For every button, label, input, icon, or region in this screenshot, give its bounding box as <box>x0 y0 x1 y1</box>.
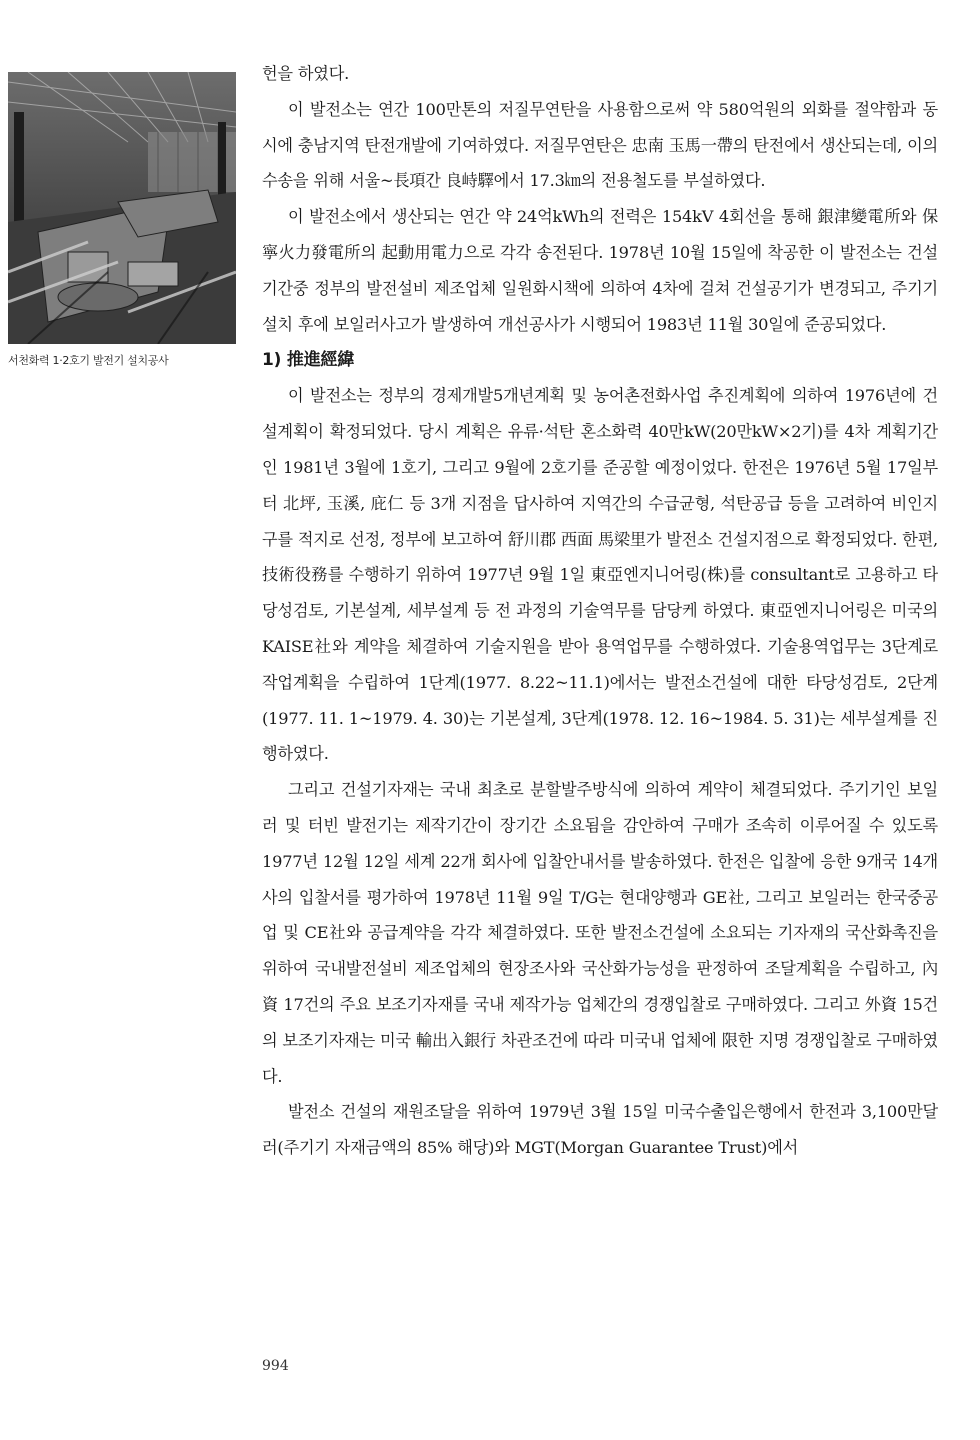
generator-installation-image <box>8 72 236 344</box>
body-text <box>262 56 938 1166</box>
photo-caption: 서천화력 1·2호기 발전기 설치공사 <box>8 354 169 367</box>
paragraph: 발전소 건설의 재원조달을 위하여 1979년 3월 15일 미국수출입은행에서 한전과 3,100만달러(주기기 자재금액의 85% 해당)와 MGT(Morgan Guarantee Trust)에서 <box>262 1102 938 1158</box>
page-number: 994 <box>262 1358 289 1374</box>
paragraph: 이 발전소는 연간 100만톤의 저질무연탄을 사용함으로써 약 580억원의 외화를 절약함과 동시에 충남지역 탄전개발에 기여하였다. 저질무연탄은 忠南 玉馬一帶의 탄전에서 생산되는데, 이의 수송을 위해 서울~長項간 良峙驛에서 17.3㎞의 전용철도를 부설하였다. <box>262 99 938 191</box>
section-heading: 1) 推進經緯 <box>262 350 355 371</box>
paragraph: 헌을 하였다. <box>262 64 350 83</box>
paragraph: 이 발전소는 정부의 경제개발5개년계획 및 농어촌전화사업 추진계획에 의하여 1976년에 건설계획이 확정되었다. 당시 계획은 유류·석탄 혼소화력 40만kW(20만kW×2기)를 4차 계획기간인 1981년 3월에 1호기, 그리고 9월에 2호기를 준공할 예정이었다. 한전은 1976년 5월 17일부터 北坪, 玉溪, 庇仁 등 3개 지점을 답사하여 지역간의 수급균형, 석탄공급 등을 고려하여 비인지구를 적지로 선정, 정부에 보고하여 舒川郡 西面 馬梁里가 발전소 건설지점으로 확정되었다. 한편, 技術役務를 수행하기 위하여 1977년 9월 1일 東亞엔지니어링(株)를 consultant로 고용하고 타당성검토, 기본설계, 세부설계 등 전 과정의 기술역무를 담당케 하였다. 東亞엔지니어링은 미국의 KAISE社와 계약을 체결하여 기술지원을 받아 용역업무를 수행하였다. 기술용역업무는 3단계로 작업계획을 수립하여 1단계(1977. 8.22~11.1)에서는 발전소건설에 대한 타당성검토, 2단계(1977. 11. 1~1979. 4. 30)는 기본설계, 3단계(1978. 12. 16~1984. 5. 31)는 세부설계를 진행하였다. <box>262 386 938 764</box>
paragraph: 그리고 건설기자재는 국내 최초로 분할발주방식에 의하여 계약이 체결되었다. 주기기인 보일러 및 터빈 발전기는 제작기간이 장기간 소요됨을 감안하여 구매가 조속히 이루어질 수 있도록 1977년 12월 12일 세계 22개 회사에 입찰안내서를 발송하였다. 한전은 입찰에 응한 9개국 14개사의 입찰서를 평가하여 1978년 11월 9일 T/G는 현대양행과 GE社, 그리고 보일러는 한국중공업 및 CE社와 공급계약을 각각 체결하였다. 또한 발전소건설에 소요되는 기자재의 국산화촉진을 위하여 국내발전설비 제조업체의 현장조사와 국산화가능성을 판정하여 조달계획을 수립하고, 內資 17건의 주요 보조기자재를 국내 제작가능 업체간의 경쟁입찰로 구매하였다. 그리고 外資 15건의 보조기자재는 미국 輸出入銀行 차관조건에 따라 미국내 업체에 限한 지명 경쟁입찰로 구매하였다. <box>262 780 938 1086</box>
paragraph: 이 발전소에서 생산되는 연간 약 24억kWh의 전력은 154kV 4회선을 통해 銀津變電所와 保寧火力發電所의 起動用電力으로 각각 송전된다. 1978년 10월 15일에 착공한 이 발전소는 건설기간중 정부의 발전설비 제조업체 일원화시책에 의하여 4차에 걸쳐 건설공기가 변경되고, 주기기설치 후에 보일러사고가 발생하여 개선공사가 시행되어 1983년 11월 30일에 준공되었다. <box>262 207 938 334</box>
construction-photo <box>8 72 236 344</box>
